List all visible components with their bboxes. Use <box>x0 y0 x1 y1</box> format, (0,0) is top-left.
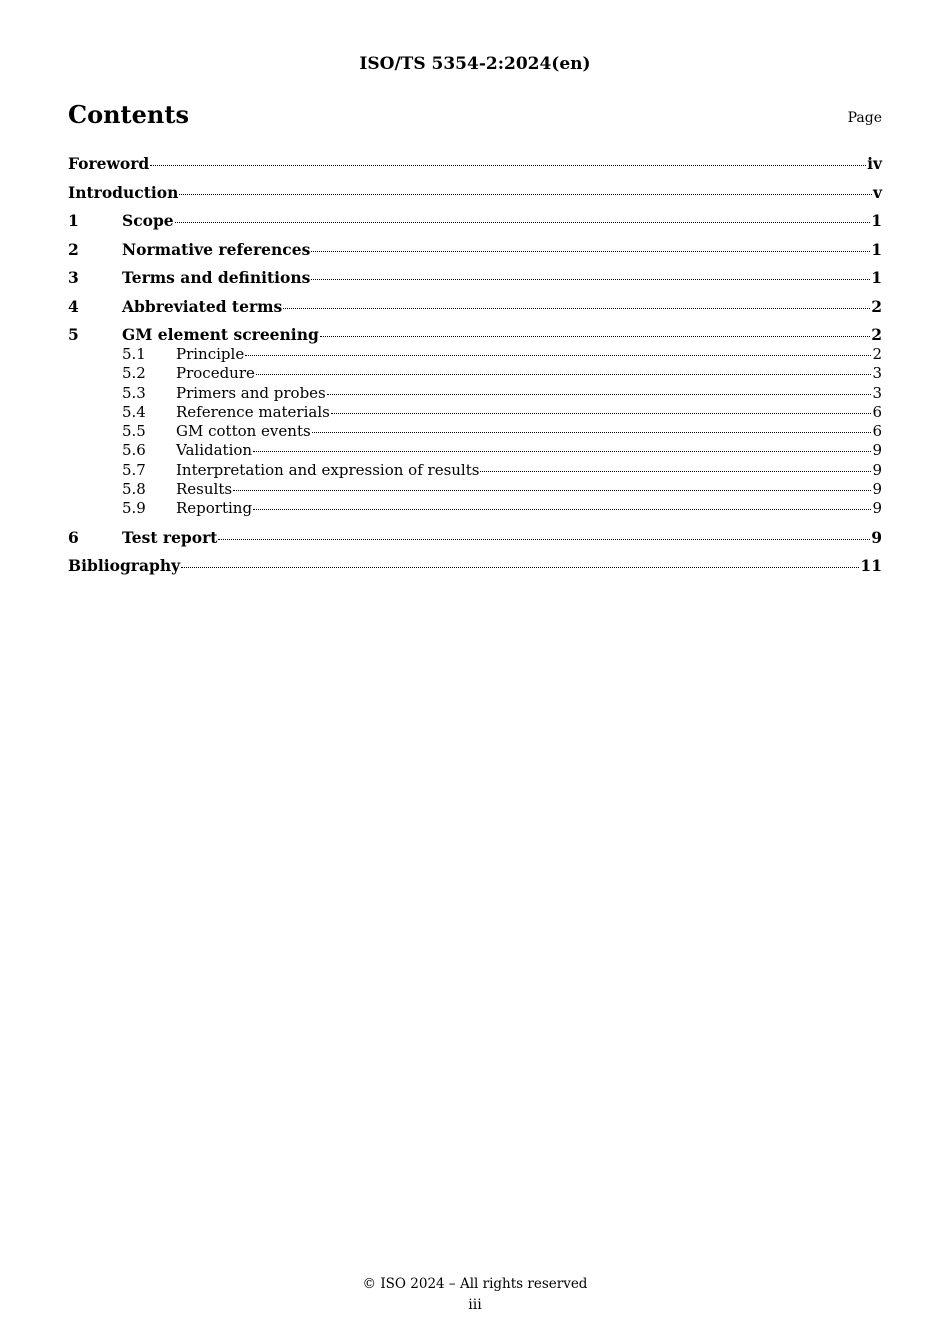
toc-entry-number: 5 <box>68 325 79 344</box>
toc-entry-title: Reference materials <box>176 402 330 421</box>
toc-entry-page: 2 <box>871 296 882 316</box>
toc-entry-title: Scope <box>122 211 174 230</box>
toc-entry-page: 11 <box>860 556 882 576</box>
toc-entry-title: Foreword <box>68 154 150 173</box>
dot-leader <box>245 355 871 356</box>
toc-entry-abbreviated-terms[interactable] <box>68 297 882 326</box>
toc-entry-page: 6 <box>872 402 882 421</box>
dot-leader <box>181 567 859 568</box>
dot-leader <box>175 222 871 223</box>
toc-entry-number: 5.8 <box>122 480 146 499</box>
toc-entry-page: 9 <box>871 527 882 547</box>
toc-entry-number: 6 <box>68 527 79 547</box>
toc-entry-page: 2 <box>871 325 882 344</box>
table-of-contents <box>68 154 882 585</box>
dot-leader <box>179 194 872 195</box>
toc-entry-title: Validation <box>176 441 253 460</box>
contents-title: Contents <box>68 100 189 129</box>
toc-entry-title: Normative references <box>122 239 311 259</box>
toc-entry-number: 5.6 <box>122 441 146 460</box>
dot-leader <box>233 490 871 491</box>
toc-entry-title: Results <box>176 480 233 499</box>
toc-entry-number: 1 <box>68 211 79 230</box>
dot-leader <box>283 308 870 309</box>
toc-entry-title: Reporting <box>176 499 253 518</box>
dot-leader <box>253 509 871 510</box>
toc-entry-page: 1 <box>871 268 882 287</box>
toc-entry-title: Abbreviated terms <box>122 296 283 316</box>
document-id-header: ISO/TS 5354-2:2024(en) <box>359 54 591 74</box>
toc-entry-title: Test report <box>122 527 218 547</box>
toc-entry-page: 9 <box>872 499 882 518</box>
toc-entry-number: 4 <box>68 296 79 316</box>
toc-entry-page: 3 <box>872 383 882 402</box>
toc-entry-title: GM element screening <box>122 325 319 344</box>
dot-leader <box>327 394 872 395</box>
toc-entry-gm-element-screening[interactable] <box>68 325 882 345</box>
toc-entry-page: 6 <box>872 422 882 441</box>
toc-subentry-principle[interactable] <box>68 345 882 364</box>
toc-entry-number: 5.1 <box>122 345 146 363</box>
toc-entry-scope[interactable] <box>68 211 882 240</box>
toc-subentry-reference-materials[interactable] <box>68 403 882 422</box>
toc-subentry-primers-and-probes[interactable] <box>68 384 882 403</box>
toc-subentry-gm-cotton-events[interactable] <box>68 422 882 441</box>
toc-entry-number: 5.4 <box>122 402 146 421</box>
toc-entry-page: v <box>872 182 882 202</box>
toc-entry-bibliography[interactable] <box>68 556 882 585</box>
toc-entry-page: iv <box>867 154 882 173</box>
toc-entry-number: 5.2 <box>122 364 146 383</box>
dot-leader <box>320 336 870 337</box>
dot-leader <box>480 471 871 472</box>
toc-entry-page: 3 <box>872 364 882 383</box>
copyright-notice: © ISO 2024 – All rights reserved <box>362 1276 588 1292</box>
toc-entry-title: Principle <box>176 345 245 363</box>
dot-leader <box>256 374 872 375</box>
toc-entry-title: Primers and probes <box>176 383 326 402</box>
toc-entry-title: GM cotton events <box>176 422 311 441</box>
toc-entry-number: 5.7 <box>122 460 146 479</box>
dot-leader <box>150 165 866 166</box>
toc-entry-number: 5.3 <box>122 383 146 402</box>
toc-entry-number: 3 <box>68 268 79 287</box>
dot-leader <box>331 413 872 414</box>
dot-leader <box>311 251 870 252</box>
toc-entry-normative-references[interactable] <box>68 240 882 269</box>
toc-entry-title: Introduction <box>68 182 179 202</box>
toc-entry-test-report[interactable] <box>68 528 882 557</box>
toc-entry-page: 9 <box>872 480 882 499</box>
toc-subentry-validation[interactable] <box>68 441 882 460</box>
page-number: iii <box>468 1297 482 1313</box>
dot-leader <box>218 539 870 540</box>
toc-entry-number: 5.9 <box>122 499 146 518</box>
toc-subentry-results[interactable] <box>68 480 882 499</box>
toc-entry-page: 9 <box>872 460 882 479</box>
dot-leader <box>253 451 871 452</box>
toc-entry-page: 9 <box>872 441 882 460</box>
toc-entry-number: 2 <box>68 239 79 259</box>
dot-leader <box>312 432 872 433</box>
toc-subentry-procedure[interactable] <box>68 364 882 383</box>
toc-entry-title: Interpretation and expression of results <box>176 460 480 479</box>
dot-leader <box>311 279 870 280</box>
toc-entry-title: Procedure <box>176 364 255 383</box>
toc-entry-page: 1 <box>871 239 882 259</box>
toc-entry-terms-and-definitions[interactable] <box>68 268 882 297</box>
toc-entry-foreword[interactable] <box>68 154 882 183</box>
toc-entry-introduction[interactable] <box>68 183 882 212</box>
toc-subentry-interpretation[interactable] <box>68 461 882 480</box>
toc-entry-page: 2 <box>872 345 882 363</box>
page-column-label: Page <box>847 110 882 126</box>
toc-entry-title: Terms and definitions <box>122 268 311 287</box>
toc-subentry-reporting[interactable] <box>68 499 882 518</box>
toc-entry-number: 5.5 <box>122 422 146 441</box>
toc-entry-title: Bibliography <box>68 556 181 576</box>
toc-entry-page: 1 <box>871 211 882 230</box>
